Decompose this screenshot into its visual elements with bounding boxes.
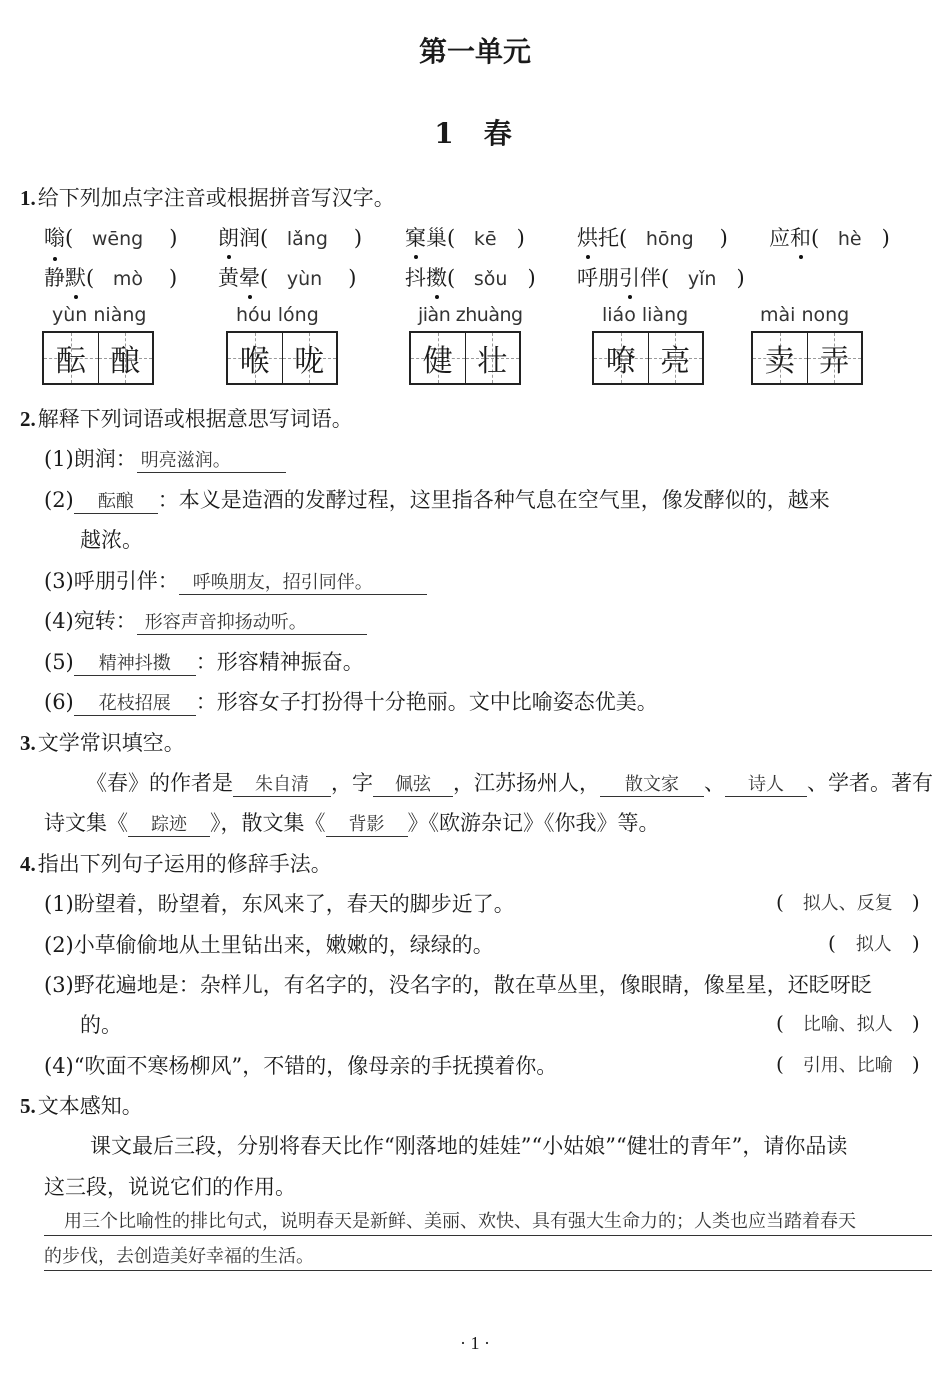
answer-line-1: 用三个比喻性的排比句式，说明春天是新鲜、美丽、欢快、具有强大生命力的；人类也应当踏着春天 [44, 1209, 932, 1236]
question-2 [20, 403, 353, 433]
grid-pinyin: mài nong [760, 304, 850, 326]
question-text: 文本感知。 [37, 1094, 143, 1118]
grid-char: 弄 [819, 344, 850, 379]
rhetoric-sentence: (2)小草偷偷地从土里钻出来，嫩嫩的，绿绿的。 [44, 933, 494, 957]
question-text: 给下列加点字注音或根据拼音写汉字。 [37, 186, 395, 210]
emphasis-dot [435, 295, 439, 299]
pinyin-item: 朗 润( lǎng ) [218, 222, 362, 252]
emphasis-dot [586, 255, 590, 259]
grid-pinyin: hóu lóng [236, 304, 319, 326]
question-number: 5. [20, 1094, 36, 1118]
answer-blank: 精神抖擞 [74, 653, 196, 676]
emphasis-dot [53, 257, 57, 261]
answer-blank: 背影 [326, 814, 408, 837]
question-number: 4. [20, 852, 36, 876]
answer-blank: 诗人 [725, 774, 807, 797]
definition-continuation: 越浓。 [80, 528, 143, 552]
pinyin-answer: lǎng [286, 228, 328, 250]
answer-blank: 酝酿 [74, 491, 158, 514]
rhetoric-answer: ( 引用、比喻 ) [776, 1052, 920, 1076]
pinyin-item: 嗡 ( wēng ) [44, 222, 177, 252]
grid-char: 酿 [110, 344, 141, 379]
literature-line-1: 《春》的作者是 朱自清 ，字 佩弦 ，江苏扬州人， 散文家 、 诗人 、学者。著有 [86, 771, 933, 795]
emphasis-dot [248, 295, 252, 299]
literature-line-2: 诗文集《 踪迹 》，散文集《 背影 》《欧游杂记》《你我》等。 [44, 811, 660, 835]
emphasis-dot [227, 255, 231, 259]
question-text: 指出下列句子运用的修辞手法。 [37, 852, 332, 876]
rhetoric-answer: ( 拟人 ) [828, 931, 920, 955]
grid-pinyin: yùn niàng [52, 304, 147, 326]
pinyin-answer: sǒu [473, 268, 508, 290]
unit-title: 第一单元 [418, 35, 531, 68]
pinyin-answer: hè [837, 228, 862, 250]
grid-char: 亮 [660, 344, 691, 379]
character-grid [409, 331, 521, 385]
pinyin-answer: mò [112, 268, 144, 290]
character-grid [226, 331, 338, 385]
definition-item: (4)宛转： 形容声音抑扬动听。 [44, 605, 367, 635]
grid-char: 卖 [764, 344, 795, 379]
grid-char: 壮 [477, 344, 508, 379]
rhetoric-sentence: (4)“吹面不寒杨柳风”，不错的，像母亲的手抚摸着你。 [44, 1054, 558, 1078]
pinyin-answer: kē [473, 228, 497, 250]
rhetoric-sentence: (3)野花遍地是：杂样儿，有名字的，没名字的，散在草丛里，像眼睛，像星星，还眨呀眨 [44, 973, 872, 997]
answer-blank: 散文家 [600, 774, 704, 797]
question-3 [20, 727, 185, 757]
pinyin-item: 烘 托( hōng ) [577, 222, 728, 252]
pinyin-answer: yǐn [687, 268, 717, 290]
definition-item: (2) 酝酿 ：本义是造酒的发酵过程，这里指各种气息在空气里，像发酵似的，越来 [44, 488, 830, 512]
pinyin-item: 抖擞 ( sǒu ) [405, 262, 536, 292]
answer-blank: 踪迹 [128, 814, 210, 837]
definition-item: (1)朗润： 明亮滋润。 [44, 443, 286, 473]
rhetoric-continuation: 的。 [80, 1013, 122, 1037]
pinyin-item: 窠 巢( kē ) [405, 222, 525, 252]
pinyin-answer: hōng [645, 228, 694, 250]
pinyin-item: 静默 ( mò ) [44, 262, 177, 292]
rhetoric-answer: ( 拟人、反复 ) [776, 890, 920, 914]
question-text: 解释下列词语或根据意思写词语。 [37, 407, 353, 431]
question-4 [20, 848, 332, 878]
prompt-line-2: 这三段，说说它们的作用。 [44, 1175, 296, 1199]
answer-blank: 花枝招展 [74, 693, 196, 716]
question-1 [20, 182, 395, 212]
question-number: 3. [20, 731, 36, 755]
pinyin-item: 应和 ( hè ) [769, 222, 890, 252]
answer-blank: 朱自清 [233, 774, 331, 797]
emphasis-dot [799, 255, 803, 259]
grid-char: 健 [422, 344, 453, 379]
question-number: 1. [20, 186, 36, 210]
answer-blank: 形容声音抑扬动听。 [137, 612, 367, 635]
grid-char: 喉 [239, 344, 270, 379]
answer-line-2: 的步伐，去创造美好幸福的生活。 [44, 1244, 932, 1271]
grid-char: 酝 [55, 344, 86, 379]
pinyin-answer: wēng [91, 228, 144, 250]
character-grid [751, 331, 863, 385]
lesson-name: 春 [483, 117, 516, 150]
answer-blank: 明亮滋润。 [137, 450, 286, 473]
grid-pinyin: liáo liàng [602, 304, 689, 326]
grid-pinyin: jiàn zhuàng [418, 304, 523, 326]
answer-blank: 呼唤朋友，招引同伴。 [179, 572, 427, 595]
grid-char: 嘹 [605, 344, 636, 379]
emphasis-dot [74, 295, 78, 299]
emphasis-dot [628, 295, 632, 299]
pinyin-item: 黄晕 ( yùn ) [218, 262, 356, 292]
page-number: · 1 · [460, 1333, 490, 1353]
definition-item: (3)呼朋引伴： 呼唤朋友，招引同伴。 [44, 565, 427, 595]
emphasis-dot [414, 255, 418, 259]
pinyin-item: 呼朋引 伴( yǐn ) [577, 262, 745, 292]
definition-item: (6) 花枝招展 ：形容女子打扮得十分艳丽。文中比喻姿态优美。 [44, 690, 658, 714]
lesson-title [0, 112, 950, 152]
dotted-word: 嗡 [44, 222, 65, 252]
question-5 [20, 1090, 143, 1120]
pinyin-answer: yùn [286, 268, 323, 290]
grid-char: 咙 [294, 344, 325, 379]
rhetoric-sentence: (1)盼望着，盼望着，东风来了，春天的脚步近了。 [44, 892, 515, 916]
character-grid [592, 331, 704, 385]
question-number: 2. [20, 407, 36, 431]
definition-item: (5) 精神抖擞 ：形容精神振奋。 [44, 650, 364, 674]
prompt-line-1: 课文最后三段，分别将春天比作“刚落地的娃娃”“小姑娘”“健壮的青年”，请你品读 [90, 1134, 848, 1158]
rhetoric-answer: ( 比喻、拟人 ) [776, 1011, 920, 1035]
question-text: 文学常识填空。 [37, 731, 185, 755]
answer-blank: 佩弦 [373, 774, 453, 797]
lesson-number: 1 [434, 117, 458, 150]
character-grid [42, 331, 154, 385]
